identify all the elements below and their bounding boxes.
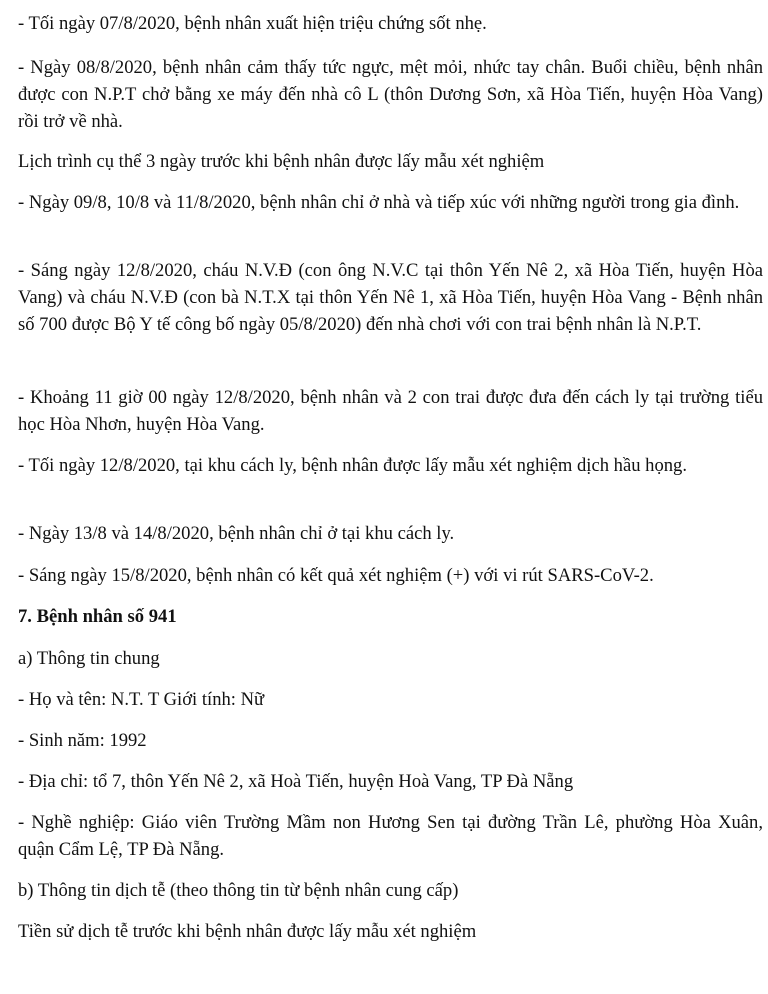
paragraph-sample-taken: - Tối ngày 12/8/2020, tại khu cách ly, bệnh nhân được lấy mẫu xét nghiệm dịch hầu họng. xyxy=(18,455,687,476)
paragraph-epidemiology-history: Tiền sử dịch tễ trước khi bệnh nhân được lấy mẫu xét nghiệm xyxy=(18,921,477,942)
section-heading-patient-941: 7. Bệnh nhân số 941 xyxy=(18,606,177,627)
paragraph-quarantine-transfer: - Khoảng 11 giờ 00 ngày 12/8/2020, bệnh nhân và 2 con trai được đưa đến cách ly tại trường tiểu học Hòa Nhơn, huyện Hòa Vang. xyxy=(18,387,763,435)
paragraph-visitors: - Sáng ngày 12/8/2020, cháu N.V.Đ (con ông N.V.C tại thôn Yến Nê 2, xã Hòa Tiến, huyện Hòa Vang) và cháu N.V.Đ (con bà N.T.X tại thôn Yến Nê 1, xã Hòa Tiến, huyện Hòa Vang - Bệnh nhân số 700 được Bộ Y tế công bố ngày 05/8/2020) đến nhà chơi với con trai bệnh nhân là N.P.T. xyxy=(18,260,763,335)
paragraph-positive-result: - Sáng ngày 15/8/2020, bệnh nhân có kết quả xét nghiệm (+) với vi rút SARS-CoV-2. xyxy=(18,565,654,586)
field-occupation: - Nghề nghiệp: Giáo viên Trường Mầm non Hương Sen tại đường Trần Lê, phường Hòa Xuân, quận Cẩm Lệ, TP Đà Nẵng. xyxy=(18,812,763,860)
paragraph-fever-onset: - Tối ngày 07/8/2020, bệnh nhân xuất hiện triệu chứng sốt nhẹ. xyxy=(18,13,487,34)
paragraph-in-quarantine: - Ngày 13/8 và 14/8/2020, bệnh nhân chỉ ở tại khu cách ly. xyxy=(18,523,455,544)
subheading-epidemiology: b) Thông tin dịch tễ (theo thông tin từ bệnh nhân cung cấp) xyxy=(18,880,459,901)
paragraph-stayed-home: - Ngày 09/8, 10/8 và 11/8/2020, bệnh nhân chỉ ở nhà và tiếp xúc với những người trong gia đình. xyxy=(18,192,740,213)
field-birth-year: - Sinh năm: 1992 xyxy=(18,730,147,751)
field-name-gender: - Họ và tên: N.T. T Giới tính: Nữ xyxy=(18,689,265,710)
subheading-general-info: a) Thông tin chung xyxy=(18,648,160,669)
paragraph-chest-pain-travel: - Ngày 08/8/2020, bệnh nhân cảm thấy tức ngực, mệt mỏi, nhức tay chân. Buổi chiều, bệnh nhân được con N.P.T chở bằng xe máy đến nhà cô L (thôn Dương Sơn, xã Hòa Tiến, huyện Hòa Vang) rồi trở về nhà. xyxy=(18,57,763,132)
field-address: - Địa chỉ: tổ 7, thôn Yến Nê 2, xã Hoà Tiến, huyện Hoà Vang, TP Đà Nẵng xyxy=(18,771,574,792)
paragraph-schedule-intro: Lịch trình cụ thể 3 ngày trước khi bệnh nhân được lấy mẫu xét nghiệm xyxy=(18,151,545,172)
